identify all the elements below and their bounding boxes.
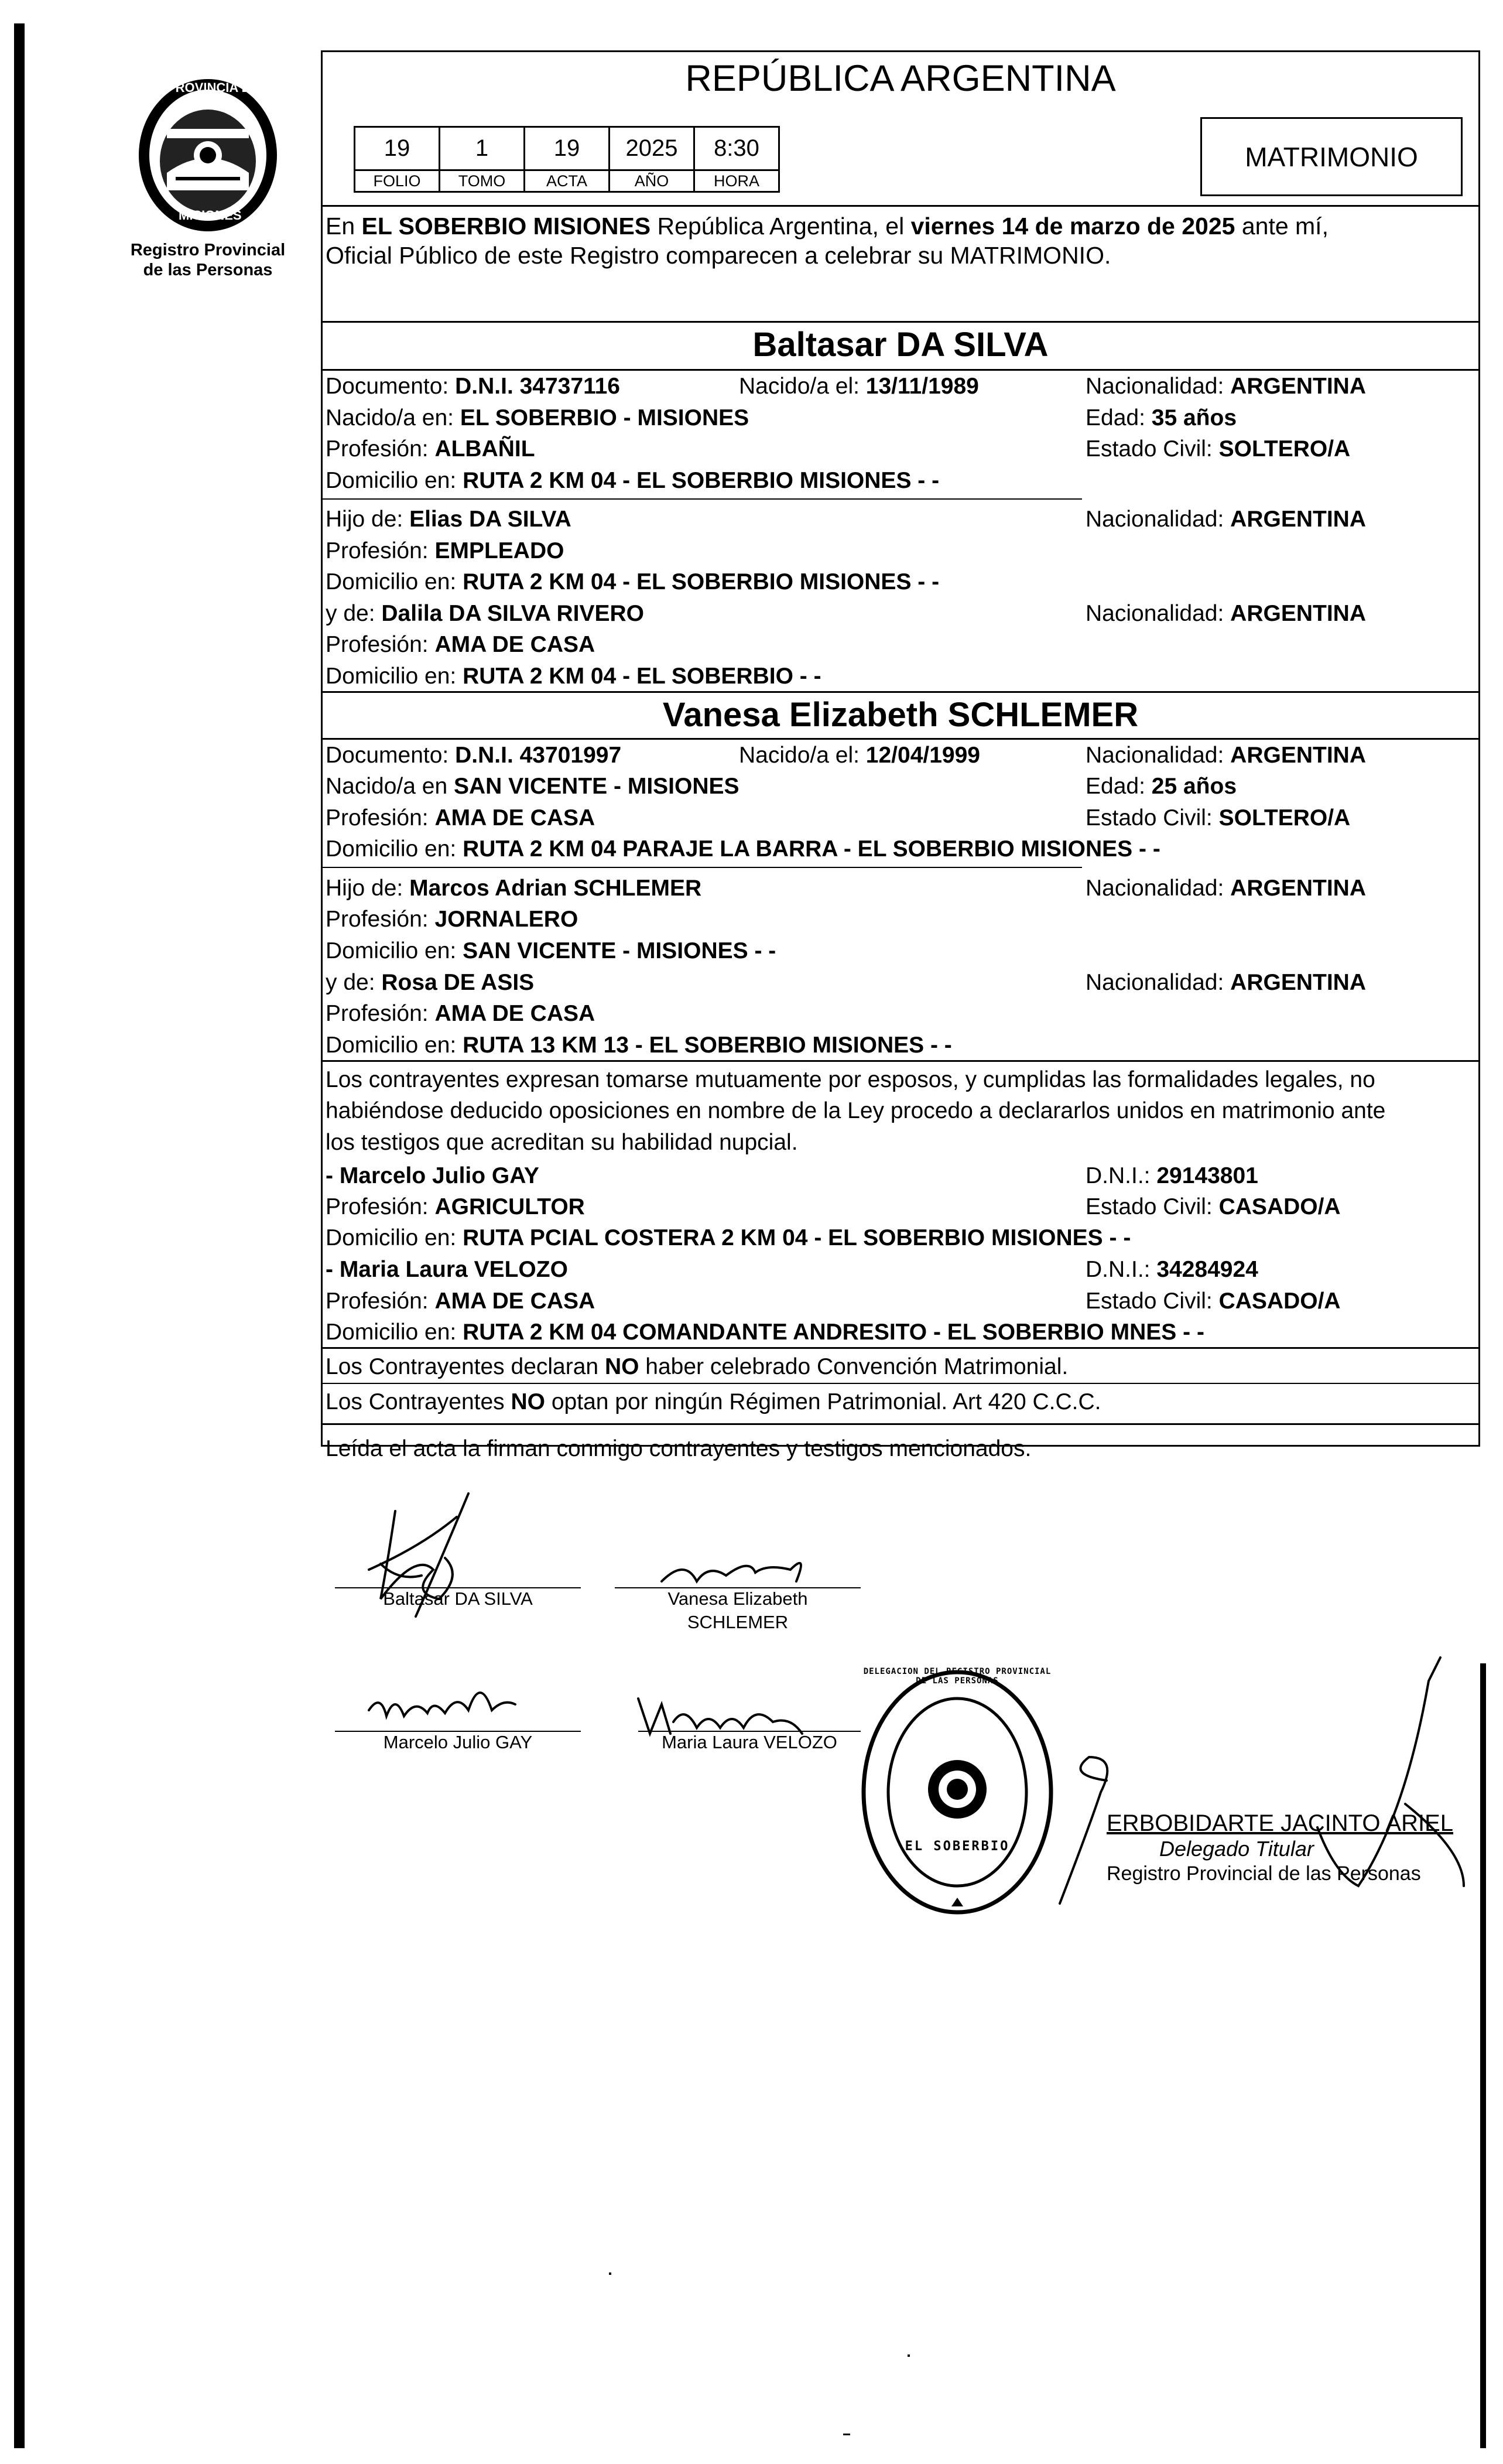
sig1-caption: Baltasar DA SILVA [383,1588,533,1609]
spouse2-father-prof [326,905,578,934]
spouse2-mother-addr-label: Domicilio en: [326,1033,463,1058]
spouse1-mother-addr-value: RUTA 2 KM 04 - EL SOBERBIO - - [463,664,821,689]
sig2-caption-b: SCHLEMER [687,1612,789,1632]
spouse1-civil-value: SOLTERO/A [1218,436,1351,462]
spouse1-profession-value: ALBAÑIL [434,436,535,462]
spouse1-profession [326,435,535,463]
spouse2-nationality-value: ARGENTINA [1230,743,1367,768]
anio-label: AÑO [608,169,695,193]
spouse1-mother-nat-value: ARGENTINA [1230,601,1367,626]
spouse1-address [326,467,939,495]
spouse2-father-prof-label: Profesión: [326,907,435,932]
witness1-prof-value: AGRICULTOR [434,1194,585,1219]
spouse1-nationality-label: Nacionalidad: [1086,374,1231,399]
spouse1-top-rule [321,321,1480,323]
spouse1-civil [1086,435,1350,463]
spouse2-name: Vanesa Elizabeth SCHLEMER [662,696,1139,734]
spouse2-mother-addr-value: RUTA 13 KM 13 - EL SOBERBIO MISIONES - - [463,1033,952,1058]
intro-p1: En [326,213,362,240]
witness2-civil-value: CASADO/A [1218,1289,1341,1314]
closing-sentence: Leída el acta la firman conmigo contrayentes y testigos mencionados. [326,1436,1032,1461]
spouse1-mother-label: y de: [326,601,382,626]
regime-a: Los Contrayentes [326,1389,511,1414]
spouse1-age-value: 35 años [1151,405,1237,430]
spouse2-mother-nat-value: ARGENTINA [1230,970,1367,995]
spouse1-document-value: D.N.I. 34737116 [455,374,620,399]
spouse1-father-value: Elias DA SILVA [409,507,571,532]
spouse1-father-prof-label: Profesión: [326,538,435,563]
intro-place: EL SOBERBIO MISIONES [361,213,651,240]
spouse1-mother-prof-value: AMA DE CASA [434,632,595,657]
sig3-caption: Marcelo Julio GAY [383,1732,533,1752]
signature-marcelo-drawing [369,1693,515,1716]
spouse2-father-nat-label: Nacionalidad: [1086,876,1231,901]
witness2-prof-label: Profesión: [326,1289,435,1314]
spouse1-age [1086,404,1237,432]
spouse1-nationality [1086,372,1366,401]
spouse1-mother-prof-label: Profesión: [326,632,435,657]
spouse2-father-addr-label: Domicilio en: [326,938,463,963]
stamp-seal-icon [858,1663,1057,1921]
folio-value: 19 [354,126,440,171]
doc-type: MATRIMONIO [1245,141,1418,172]
spouse2-document [326,741,621,770]
acta-value: 19 [523,126,610,171]
anio-value: 2025 [608,126,695,171]
official-title: Delegado Titular [1159,1837,1314,1861]
logo-label-line2: de las Personas [143,261,273,279]
spouse2-father [326,874,701,903]
spouse2-father-label: Hijo de: [326,876,410,901]
spouse1-profession-label: Profesión: [326,436,435,462]
intro-date: viernes 14 de marzo de 2025 [910,213,1235,240]
spouse1-document [326,372,620,401]
spouse1-nationality-value: ARGENTINA [1230,374,1367,399]
hora-label: HORA [693,169,780,193]
witness1-prof [326,1193,585,1221]
spouse1-mother-nat [1086,600,1366,628]
scan-speck [609,2272,611,2275]
spouse2-birthdate-label: Nacido/a el: [739,743,866,768]
acta-label: ACTA [523,169,610,193]
regime-line [326,1388,1101,1416]
spouse1-birthdate-value: 13/11/1989 [865,374,979,399]
seal-text-top: PROVINCIA DE [167,80,260,95]
spouse1-birthdate [739,372,979,401]
spouse1-mother-prof [326,631,595,659]
spouse1-father-nat-label: Nacionalidad: [1086,507,1231,532]
spouse2-birthplace-label: Nacido/a en [326,774,454,799]
sig2-caption-a: Vanesa Elizabeth [667,1588,808,1609]
stamp-center-text: EL SOBERBIO [905,1839,1010,1854]
spouse1-father-nat [1086,505,1366,534]
witness1-civil [1086,1193,1341,1221]
spouse2-parents-rule [321,867,1082,868]
witness1-civil-label: Estado Civil: [1086,1194,1219,1219]
witness2-addr [326,1318,1204,1347]
spouse2-profession-value: AMA DE CASA [434,805,595,831]
spouse1-father-addr-label: Domicilio en: [326,569,463,594]
header-fields [354,126,781,196]
witness1-dni [1086,1162,1258,1190]
right-margin-bar [1480,1663,1486,2448]
spouse2-civil-value: SOLTERO/A [1218,805,1351,831]
spouse2-civil-label: Estado Civil: [1086,805,1219,831]
spouse1-birthplace [326,404,749,432]
spouse1-father [326,505,571,534]
spouse1-address-label: Domicilio en: [326,468,463,493]
doc-type-box [1200,117,1463,196]
official-org: Registro Provincial de las Personas [1107,1862,1421,1885]
spouse1-father-nat-value: ARGENTINA [1230,507,1367,532]
witness2-addr-label: Domicilio en: [326,1320,463,1345]
spouse1-name: Baltasar DA SILVA [752,326,1049,364]
regime-no: NO [511,1389,546,1414]
spouse2-birthdate [739,741,980,770]
signature-vanesa-drawing [662,1563,801,1581]
witness1-prof-label: Profesión: [326,1194,435,1219]
closing-top-rule [321,1423,1480,1425]
spouse1-address-value: RUTA 2 KM 04 - EL SOBERBIO MISIONES - - [463,468,940,493]
tomo-value: 1 [439,126,525,171]
spouse1-mother-nat-label: Nacionalidad: [1086,601,1231,626]
spouse2-father-prof-value: JORNALERO [434,907,578,932]
scan-speck [908,2354,910,2357]
intro-line2: Oficial Público de este Registro comparecen a celebrar su MATRIMONIO. [326,242,1111,269]
spouse2-age [1086,773,1237,801]
spouse2-mother [326,969,534,997]
spouse1-father-label: Hijo de: [326,507,410,532]
seal-text-bottom: MISIONES [179,208,242,223]
spouse2-birthplace-value: SAN VICENTE - MISIONES [453,774,739,799]
spouse2-nationality-label: Nacionalidad: [1086,743,1231,768]
convention-top-rule [321,1347,1480,1349]
declaration-line3: los testigos que acreditan su habilidad nupcial. [326,1130,798,1155]
witness1-civil-value: CASADO/A [1218,1194,1341,1219]
witness2-prof-value: AMA DE CASA [434,1289,595,1314]
intro-p3: ante mí, [1235,213,1329,240]
spouse1-age-label: Edad: [1086,405,1152,430]
witness2-dni-label: D.N.I.: [1086,1257,1157,1282]
witness2-civil [1086,1287,1341,1315]
witness2-prof [326,1287,595,1315]
spouse2-mother-label: y de: [326,970,382,995]
spouse2-mother-nat [1086,969,1366,997]
spouse2-name-rule [321,738,1480,740]
spouse2-address-value: RUTA 2 KM 04 PARAJE LA BARRA - EL SOBERBIO MISIONES - - [463,836,1160,862]
witness2-addr-value: RUTA 2 KM 04 COMANDANTE ANDRESITO - EL SOBERBIO MNES - - [463,1320,1204,1345]
spouse2-age-label: Edad: [1086,774,1152,799]
spouse2-document-label: Documento: [326,743,456,768]
spouse1-mother [326,600,644,628]
convention-line [326,1353,1068,1381]
spouse1-name-rule [321,369,1480,371]
page-title: REPÚBLICA ARGENTINA [685,58,1116,99]
spouse1-mother-value: Dalila DA SILVA RIVERO [381,601,644,626]
spouse2-mother-addr [326,1031,952,1060]
logo-label [94,240,322,280]
spouse2-nationality [1086,741,1366,770]
spouse2-father-nat-value: ARGENTINA [1230,876,1367,901]
signature-maria-drawing [638,1699,802,1734]
folio-label: FOLIO [354,169,440,193]
witness2-name: - Maria Laura VELOZO [326,1257,568,1282]
spouse1-birthplace-label: Nacido/a en: [326,405,460,430]
regime-c: optan por ningún Régimen Patrimonial. Art 420 C.C.C. [545,1389,1101,1414]
witness1-addr-label: Domicilio en: [326,1225,463,1250]
tomo-label: TOMO [439,169,525,193]
convention-c: haber celebrado Convención Matrimonial. [639,1354,1069,1379]
spouse2-mother-prof-value: AMA DE CASA [434,1001,595,1026]
spouse2-top-rule [321,691,1480,693]
witness1-addr-value: RUTA PCIAL COSTERA 2 KM 04 - EL SOBERBIO MISIONES - - [463,1225,1131,1250]
witness1-name: - Marcelo Julio GAY [326,1163,539,1188]
convention-no: NO [604,1354,639,1379]
spouse2-father-nat [1086,874,1366,903]
spouse2-mother-prof [326,1000,595,1028]
intro-p2: República Argentina, el [650,213,911,240]
spouse1-mother-addr [326,662,821,691]
left-margin-bar [14,23,25,2448]
spouse1-birthdate-label: Nacido/a el: [739,374,866,399]
official-block [1107,1810,1454,1886]
logo-label-line1: Registro Provincial [130,241,286,259]
official-stamp [858,1663,1057,1921]
scan-speck [843,2434,850,2435]
spouse2-father-addr-value: SAN VICENTE - MISIONES - - [463,938,776,963]
spouse1-father-addr [326,568,939,596]
declaration-top-rule [321,1060,1480,1062]
spouse2-birthdate-value: 12/04/1999 [865,743,980,768]
sig4-caption: Maria Laura VELOZO [662,1732,837,1752]
spouse2-mother-value: Rosa DE ASIS [381,970,535,995]
intro-line1 [326,212,1329,240]
spouse1-civil-label: Estado Civil: [1086,436,1219,462]
spouse2-profession [326,804,595,832]
declaration-line1: Los contrayentes expresan tomarse mutuamente por esposos, y cumplidas las formalidades legales, no [326,1067,1375,1092]
spouse2-profession-label: Profesión: [326,805,435,831]
spouse1-father-addr-value: RUTA 2 KM 04 - EL SOBERBIO MISIONES - - [463,569,940,594]
spouse2-mother-nat-label: Nacionalidad: [1086,970,1231,995]
spouse2-mother-prof-label: Profesión: [326,1001,435,1026]
spouse1-document-label: Documento: [326,374,456,399]
spouse2-address [326,835,1160,863]
convention-a: Los Contrayentes declaran [326,1354,605,1379]
witness1-dni-value: 29143801 [1156,1163,1258,1188]
witness2-civil-label: Estado Civil: [1086,1289,1219,1314]
declaration-line2: habiéndose deducido oposiciones en nombre de la Ley procedo a declararlos unidos en matrimonio ante [326,1098,1386,1123]
spouse1-father-prof [326,537,564,565]
spouse2-document-value: D.N.I. 43701997 [455,743,622,768]
spouse2-father-addr [326,937,776,965]
spouse2-civil [1086,804,1350,832]
stamp-text: DELEGACION DEL REGISTRO PROVINCIAL DE LAS PERSONAS [863,1667,1052,1686]
witness1-dni-label: D.N.I.: [1086,1163,1157,1188]
spouse2-birthplace [326,773,739,801]
intro-top-rule [321,205,1480,207]
regime-top-rule [321,1383,1480,1384]
spouse2-address-label: Domicilio en: [326,836,463,862]
spouse2-age-value: 25 años [1151,774,1237,799]
spouse1-birthplace-value: EL SOBERBIO - MISIONES [460,405,749,430]
spouse1-parents-rule [321,498,1082,500]
spouse2-father-value: Marcos Adrian SCHLEMER [409,876,702,901]
province-logo [126,73,290,237]
spouse1-father-prof-value: EMPLEADO [434,538,564,563]
signature-scribbles [345,1476,872,1804]
official-name: ERBOBIDARTE JACINTO ARIEL [1107,1810,1454,1836]
witness1-addr [326,1224,1131,1252]
witness2-dni-value: 34284924 [1156,1257,1258,1282]
spouse1-mother-addr-label: Domicilio en: [326,664,463,689]
hora-value: 8:30 [693,126,780,171]
witness2-dni [1086,1256,1258,1284]
